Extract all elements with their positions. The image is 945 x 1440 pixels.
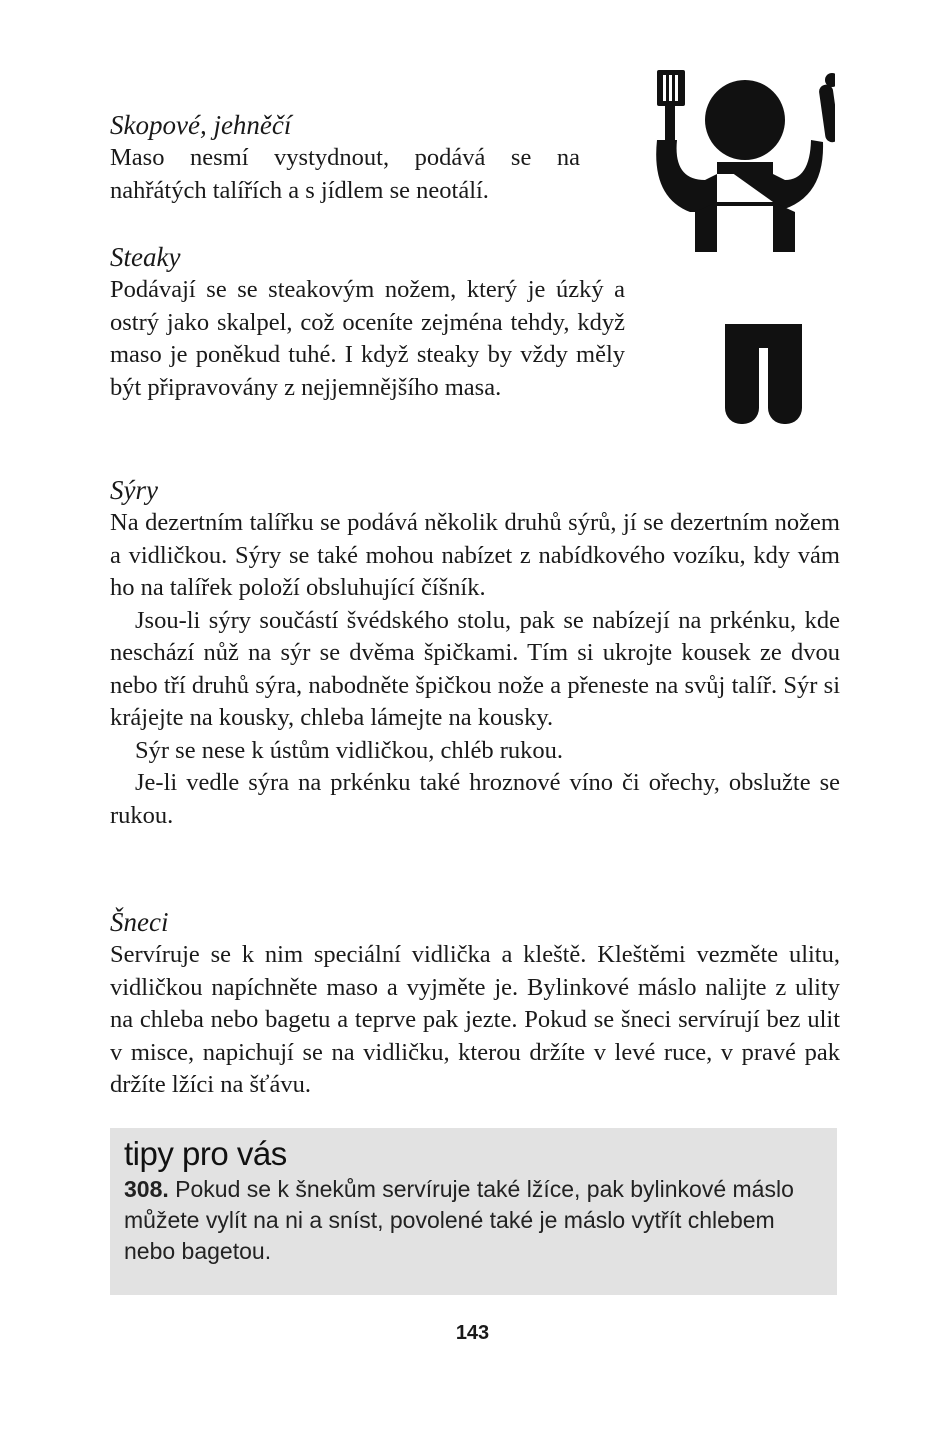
chef-with-spatula-and-rolling-pin-icon [645, 62, 835, 437]
section-paragraph: Sýr se nese k ústům vidličkou, chléb rukou. [135, 736, 564, 764]
section-heading: Šneci [110, 907, 169, 937]
tip-body: Pokud se k šnekům servíruje také lžíce, pak bylinkové máslo můžete vylít na ni a sníst, povolené také je máslo vytřít chlebem nebo bagetou. [124, 1176, 794, 1264]
section-heading: Skopové, jehněčí [110, 110, 292, 140]
section-paragraph: Maso nesmí vystydnout, podává se na nahřátých talířích a s jídlem se neotálí. [110, 144, 580, 204]
section-paragraph: Je-li vedle sýra na prkénku také hroznové víno či ořechy, obslužte se rukou. [110, 769, 840, 829]
tip-number: 308. [124, 1176, 169, 1202]
section-paragraph: Servíruje se k nim speciální vidlička a kleště. Kleštěmi vezměte ulitu, vidličkou napíchněte maso a vyjměte je. Bylinkové máslo nalijte z ulity na chleba nebo bagetu a teprve pak jezte. Pokud se šneci servírují bez ulit v misce, napichují se na vidličku, kterou držíte v levé ruce, v pravé pak držíte lžíci na šťávu. [110, 941, 840, 1098]
tip-text [124, 1174, 823, 1267]
section-heading: Steaky [110, 242, 181, 272]
section-paragraph: Na dezertním talířku se podává několik druhů sýrů, jí se dezertním nožem a vidličkou. Sýry se také mohou nabízet z nabídkového vozíku, kdy vám ho na talířek položí obsluhující číšník. [110, 509, 840, 601]
section-syry [110, 473, 840, 832]
section-sneci [110, 905, 840, 1102]
tips-box [110, 1128, 837, 1295]
section-paragraph: Jsou-li sýry součástí švédského stolu, pak se nabízejí na prkénku, kde neschází nůž na sýr se dvěma špičkami. Tím si ukrojte kousek ze dvou nebo tří druhů sýra, nabodněte špičkou nože a přeneste na svůj talíř. Sýr si krájejte na kousky, chleba lámejte na kousky. [110, 606, 840, 731]
section-paragraph: Podávají se se steakovým nožem, který je úzký a ostrý jako skalpel, což oceníte zejména tehdy, když maso je poněkud tuhé. I když steaky by vždy měly být připravovány z nejjemnějšího masa. [110, 276, 625, 401]
page-number: 143 [455, 1322, 490, 1344]
section-heading: Sýry [110, 475, 158, 505]
section-steaky [110, 240, 625, 404]
section-skopove [110, 108, 580, 207]
tips-title: tipy pro vás [124, 1135, 287, 1172]
